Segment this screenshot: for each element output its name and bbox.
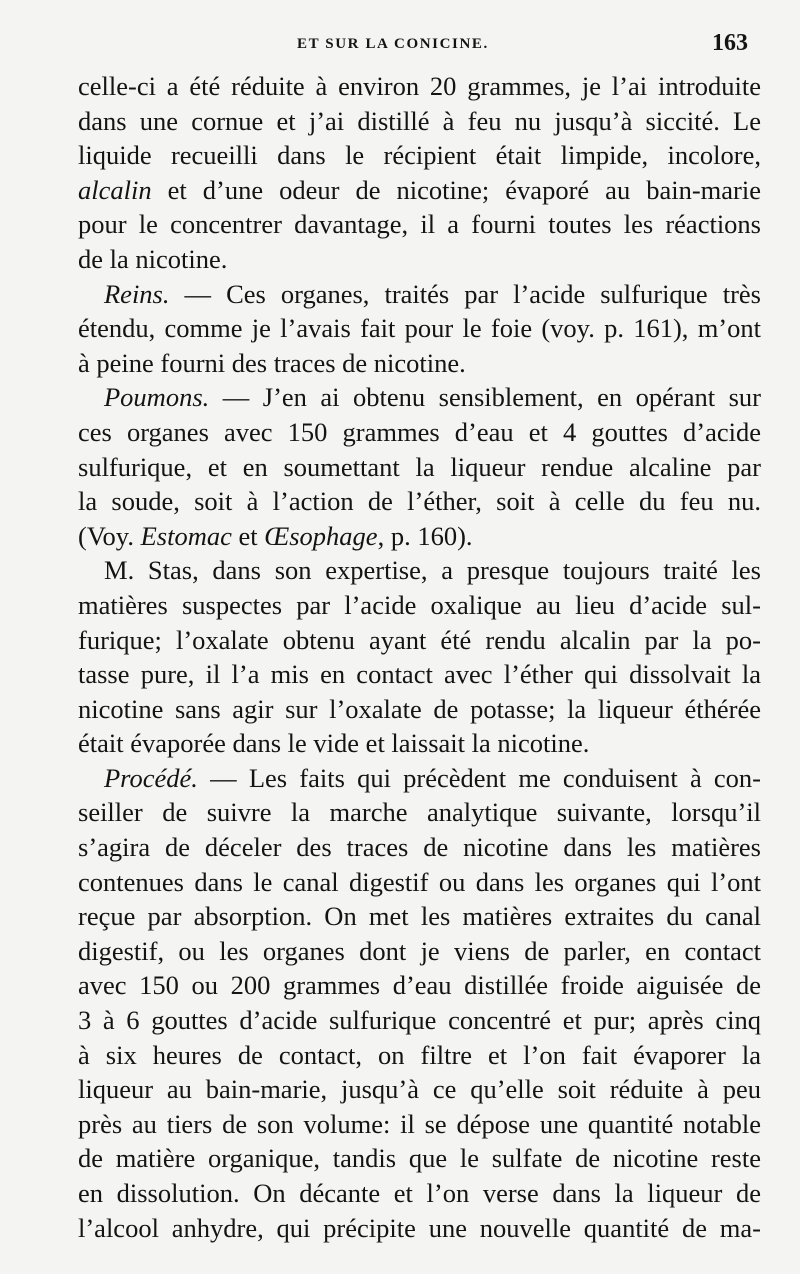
line-text: celle-ci a été réduite à environ 20 grammes, je l’ai introduite <box>78 71 761 101</box>
line-text: — J’en ai obtenu sensiblement, en opérant sur <box>209 382 761 413</box>
text-line <box>78 173 761 208</box>
line-text: seiller de suivre la marche analytique suivante, lorsqu’il <box>78 797 761 828</box>
line-text: de la nicotine. <box>78 243 228 274</box>
line-text: l’alcool anhydre, qui précipite une nouvelle quantité de ma- <box>78 1212 761 1243</box>
italic-text: Reins. <box>104 278 170 309</box>
italic-text: Estomac <box>140 520 232 551</box>
line-text: en dissolution. On décante et l’on verse dans la liqueur de <box>78 1178 761 1208</box>
line-text: était évaporée dans le vide et laissait la nicotine. <box>78 728 590 759</box>
line-text: s’agira de déceler des traces de nicotine dans les matières <box>78 832 761 863</box>
line-text: — Les faits qui précèdent me conduisent à con- <box>197 762 761 793</box>
text-line <box>78 1176 761 1211</box>
italic-text: alcalin <box>78 174 152 205</box>
line-text: étendu, comme je l’avais fait pour le foie (voy. p. 161), m’ont <box>78 313 761 344</box>
text-line <box>78 104 761 139</box>
text-line <box>78 830 761 865</box>
text-line <box>78 484 761 519</box>
running-title: ET SUR LA CONICINE. <box>297 36 489 52</box>
italic-text: Procédé. <box>104 762 198 793</box>
text-line <box>78 726 761 761</box>
text-line <box>78 380 761 415</box>
italic-text: Poumons. <box>104 382 210 413</box>
line-text: reçue par absorption. On met les matières extraites du canal <box>78 901 761 932</box>
line-text: 3 à 6 gouttes d’acide sulfurique concentré et pur; après cinq <box>78 1005 761 1036</box>
text-line <box>78 588 761 623</box>
text-line <box>78 1003 761 1038</box>
line-text: à peine fourni des traces de nicotine. <box>78 347 466 378</box>
italic-text: Œsophage <box>264 520 378 551</box>
line-text: à six heures de contact, on filtre et l’on fait évaporer la <box>78 1039 761 1070</box>
text-line <box>78 1038 761 1073</box>
text-line <box>78 1141 761 1176</box>
line-text: la soude, soit à l’action de l’éther, soit à celle du feu nu. <box>78 486 761 517</box>
text-line <box>78 934 761 969</box>
line-text: liqueur au bain-marie, jusqu’à ce qu’elle soit réduite à peu <box>78 1074 761 1105</box>
text-line <box>78 1107 761 1142</box>
text-line <box>78 553 761 588</box>
text-line <box>78 865 761 900</box>
text-line <box>78 761 761 796</box>
line-text: dans une cornue et j’ai distillé à feu nu jusqu’à siccité. Le <box>78 105 761 136</box>
line-text: et <box>231 520 265 551</box>
text-line <box>78 346 761 381</box>
line-text: et d’une odeur de nicotine; évaporé au bain-marie <box>151 174 761 205</box>
line-text: , p. 160). <box>377 520 473 551</box>
text-line <box>78 657 761 692</box>
text-line <box>78 207 761 242</box>
text-line <box>78 138 761 173</box>
line-text: sulfurique, et en soumettant la liqueur rendue alcaline par <box>78 451 761 482</box>
line-text: près au tiers de son volume: il se dépose une quantité notable <box>78 1108 761 1139</box>
line-text: nicotine sans agir sur l’oxalate de potasse; la liqueur éthérée <box>78 693 761 724</box>
text-line <box>78 450 761 485</box>
line-text: — Ces organes, traités par l’acide sulfurique très <box>169 278 761 309</box>
line-text: de matière organique, tandis que le sulfate de nicotine reste <box>78 1143 761 1174</box>
text-line <box>78 277 761 312</box>
text-line <box>78 69 761 104</box>
text-line <box>78 519 761 554</box>
text-line <box>78 1211 761 1246</box>
text-line <box>78 311 761 346</box>
line-text: furique; l’oxalate obtenu ayant été rendu alcalin par la po- <box>78 624 761 655</box>
text-line <box>78 795 761 830</box>
text-line <box>78 1072 761 1107</box>
text-line <box>78 692 761 727</box>
line-text: (Voy. <box>78 520 141 551</box>
line-text: matières suspectes par l’acide oxalique au lieu d’acide sul- <box>78 589 761 620</box>
line-text: pour le concentrer davantage, il a fourni toutes les réactions <box>78 209 761 240</box>
line-text: tasse pure, il l’a mis en contact avec l’éther qui dissolvait la <box>78 659 761 690</box>
line-text: contenues dans le canal digestif ou dans les organes qui l’ont <box>78 866 761 897</box>
text-line <box>78 623 761 658</box>
line-text: M. Stas, dans son expertise, a presque toujours traité les <box>104 555 761 586</box>
running-head <box>0 30 800 64</box>
text-line <box>78 415 761 450</box>
line-text: ces organes avec 150 grammes d’eau et 4 gouttes d’acide <box>78 416 761 447</box>
page-number: 163 <box>712 30 748 56</box>
body-text <box>78 69 761 1245</box>
text-line <box>78 968 761 1003</box>
text-line <box>78 899 761 934</box>
line-text: avec 150 ou 200 grammes d’eau distillée froide aiguisée de <box>78 970 761 1001</box>
text-line <box>78 242 761 277</box>
line-text: liquide recueilli dans le récipient était limpide, incolore, <box>78 140 761 171</box>
line-text: digestif, ou les organes dont je viens de parler, en contact <box>78 935 761 966</box>
